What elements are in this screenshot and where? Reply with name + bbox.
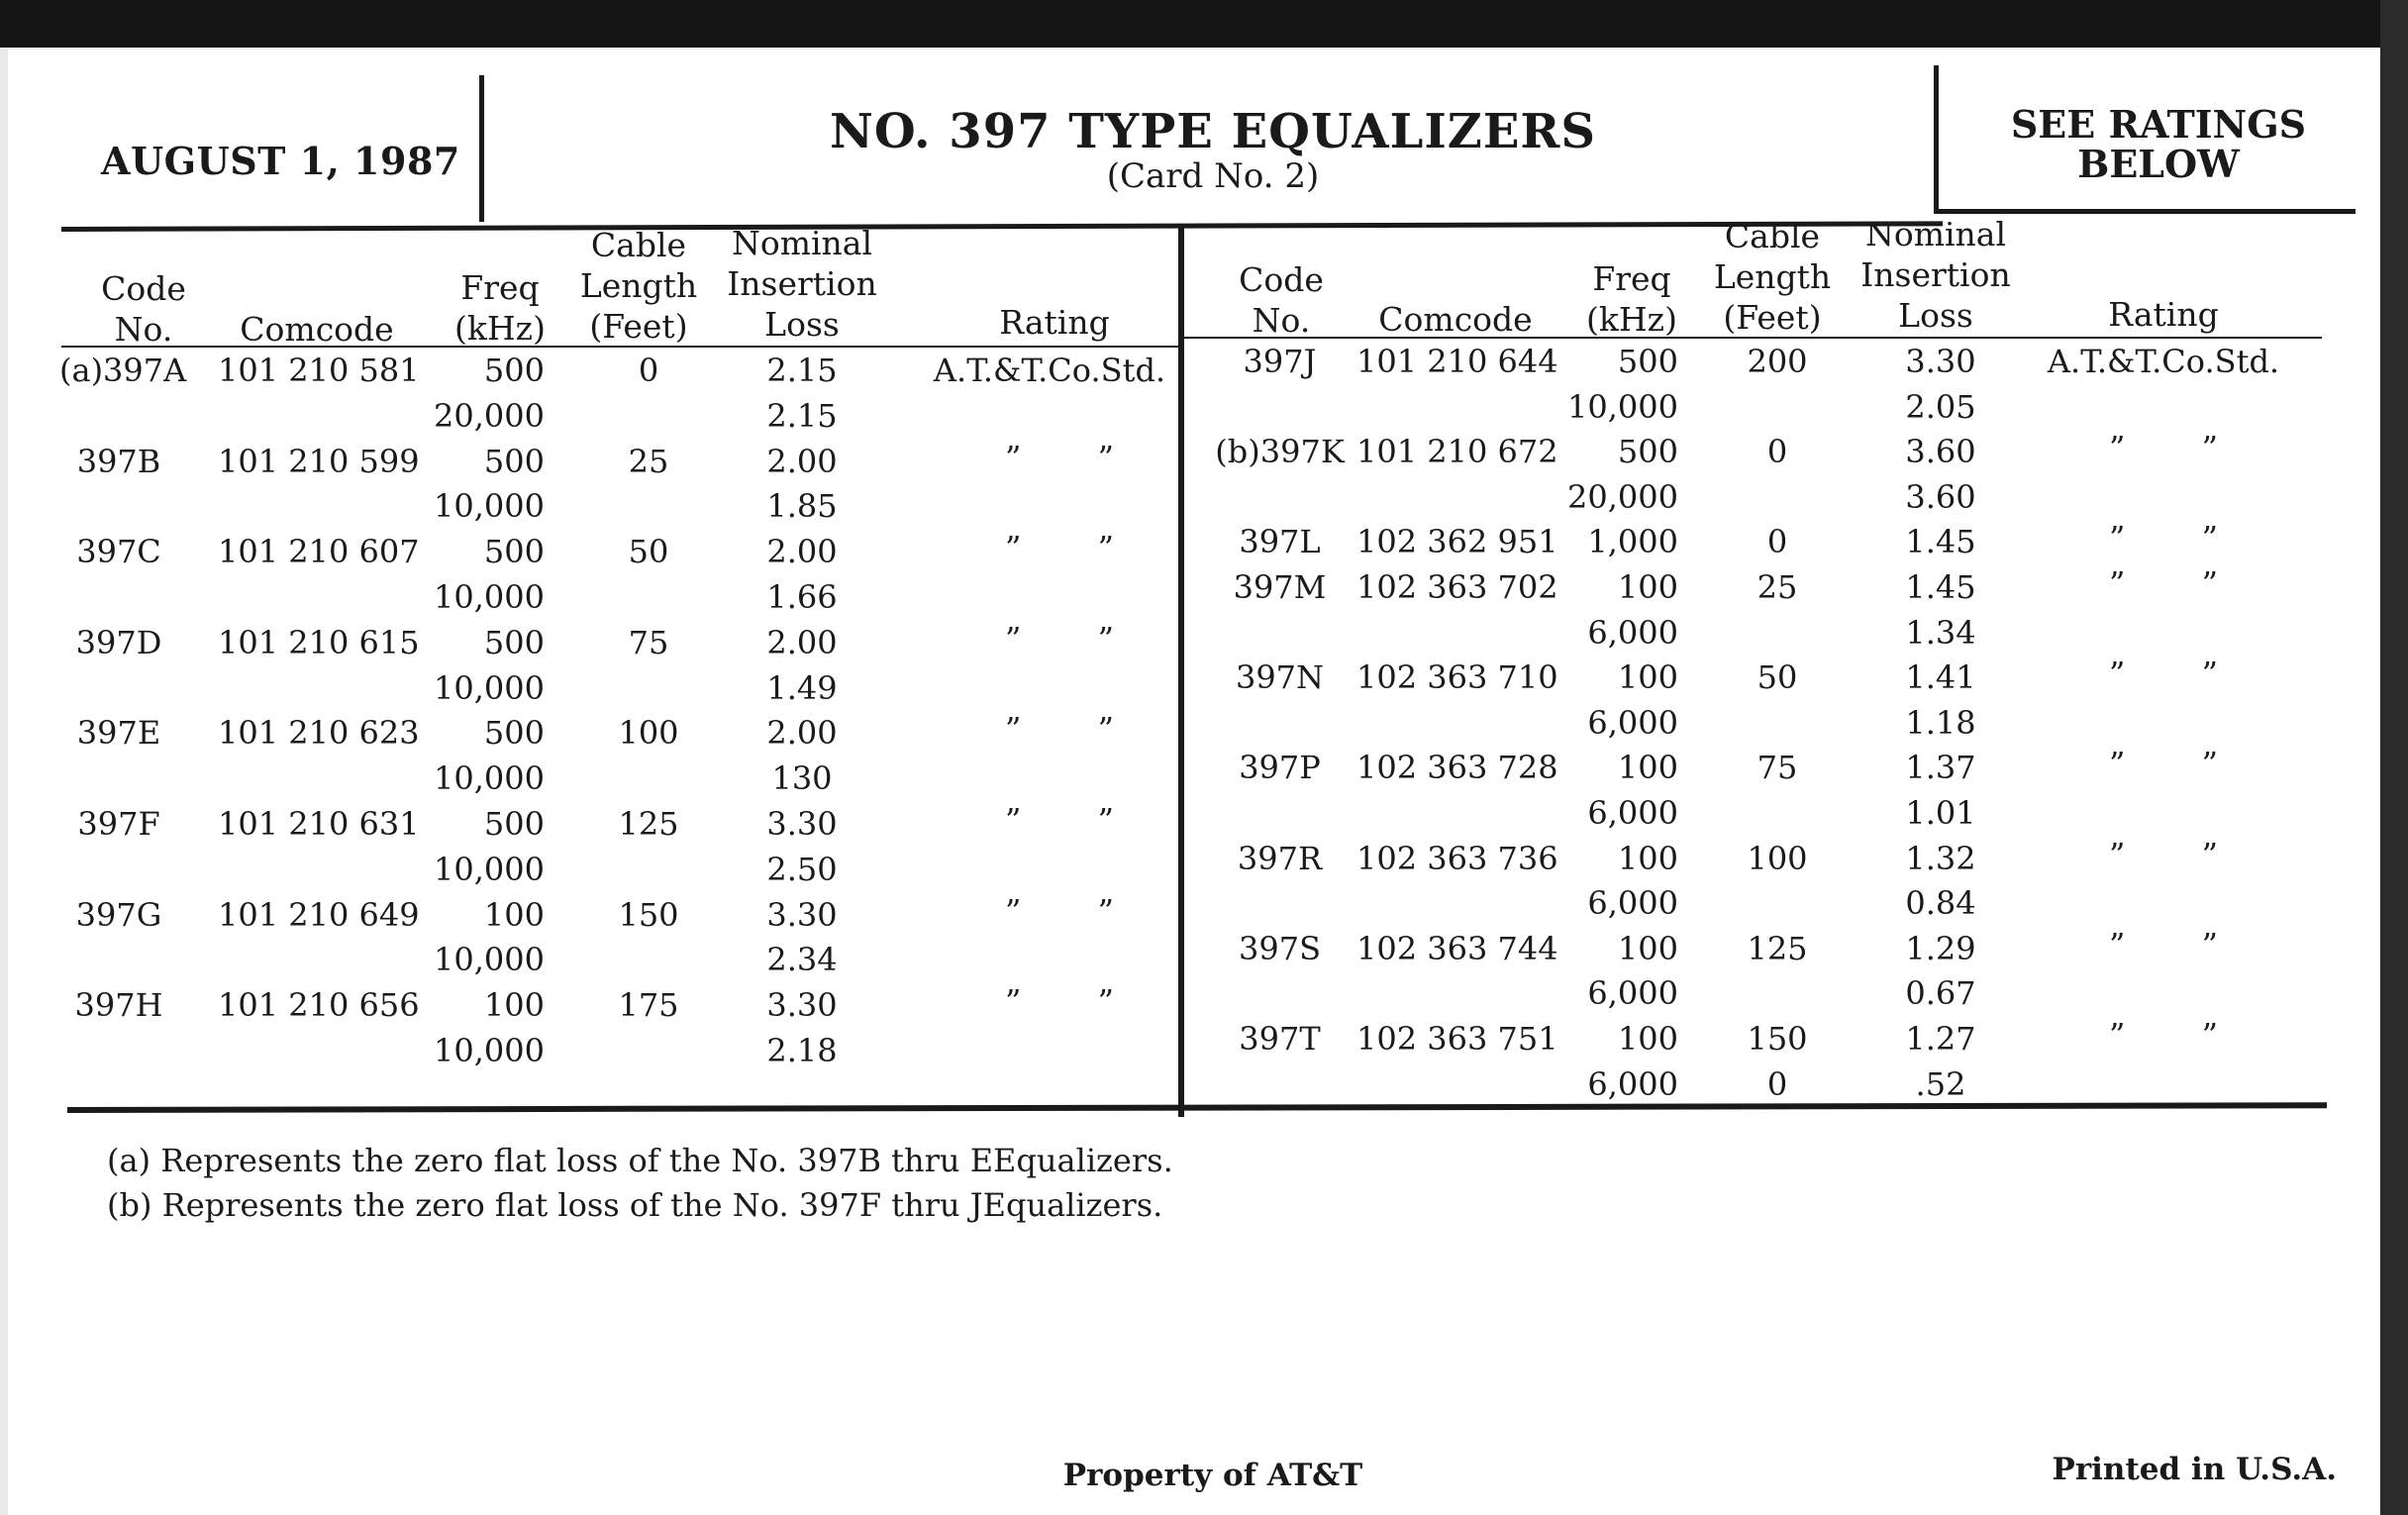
head-code-line1: Code (1239, 260, 1324, 299)
cell-cable: 125 (1747, 929, 1808, 967)
ditto-mark (1005, 981, 1114, 1021)
left-head-rating (980, 302, 1129, 343)
see-ratings-note (1941, 102, 2376, 186)
ditto-mark (1005, 891, 1114, 931)
cell-loss: 130 (771, 759, 833, 798)
cell-code: 397F (77, 805, 160, 843)
cell-freq: 20,000 (1567, 477, 1678, 516)
cell-cable: 0 (1766, 1064, 1788, 1103)
cell-freq: 20,000 (434, 396, 545, 435)
cell-comcode: 102 363 744 (1356, 929, 1558, 967)
cell-cable: 0 (1766, 523, 1788, 561)
cell-loss: 1.85 (766, 487, 838, 526)
cell-loss: 1.66 (766, 578, 838, 616)
ditto-glyph: ” (2109, 564, 2126, 602)
cell-code: 397E (76, 714, 161, 753)
cell-cable: 25 (628, 442, 669, 480)
cell-freq: 100 (1617, 568, 1678, 606)
head-loss-line3: Loss (764, 305, 840, 344)
cell-freq: 6,000 (1587, 884, 1678, 923)
right-head-freq (1582, 258, 1681, 340)
left-head-freq (451, 267, 550, 349)
cell-loss: .52 (1915, 1064, 1966, 1103)
cell-freq: 500 (483, 623, 545, 661)
head-code-line2: No. (1252, 301, 1311, 340)
cell-loss: 0.67 (1905, 974, 1976, 1013)
cell-loss: 1.29 (1905, 929, 1976, 967)
cell-cable: 175 (618, 986, 679, 1025)
see-ratings-line2: BELOW (2077, 142, 2240, 186)
cell-cable: 0 (638, 352, 659, 389)
cell-comcode: 102 363 736 (1356, 839, 1558, 877)
ditto-mark (1005, 800, 1114, 840)
cell-comcode: 101 210 644 (1356, 343, 1558, 380)
head-cable-line1: Cable (1724, 217, 1821, 255)
card-title: NO. 397 TYPE EQUALIZERS (830, 104, 1596, 159)
cell-cable: 50 (1756, 658, 1798, 697)
head-comcode-line1: Comcode (1378, 300, 1533, 339)
cell-freq: 10,000 (434, 578, 545, 616)
cell-freq: 500 (483, 442, 545, 480)
ditto-glyph: ” (2201, 655, 2218, 693)
cell-freq: 10,000 (434, 850, 545, 888)
cell-comcode: 101 210 607 (218, 533, 420, 571)
cell-cable: 100 (618, 714, 679, 753)
cell-freq: 1,000 (1587, 523, 1678, 561)
cell-loss: 1.45 (1905, 523, 1976, 561)
ditto-mark (2109, 1015, 2218, 1055)
cell-cable: 75 (1756, 749, 1798, 787)
cell-freq: 10,000 (434, 1032, 545, 1069)
cell-comcode: 102 362 951 (1356, 523, 1558, 561)
cell-comcode: 101 210 631 (218, 805, 420, 843)
cell-code: 397S (1239, 929, 1321, 967)
ditto-glyph: ” (2109, 745, 2126, 783)
cell-code: 397J (1243, 343, 1317, 380)
printed-note: Printed in U.S.A. (2052, 1452, 2337, 1487)
cell-comcode: 102 363 728 (1356, 749, 1558, 787)
cell-loss: 2.15 (766, 352, 838, 389)
cell-loss: 2.05 (1905, 387, 1976, 426)
header-divider-right (1934, 65, 1939, 214)
cell-loss: 2.18 (766, 1032, 838, 1069)
cell-freq: 100 (483, 895, 545, 934)
cell-code: 397N (1235, 658, 1325, 697)
cell-loss: 3.30 (766, 895, 838, 934)
cell-code: 397B (76, 442, 161, 480)
ditto-glyph: ” (2201, 925, 2218, 963)
ditto-mark (2109, 654, 2218, 693)
ditto-glyph: ” (1097, 438, 1114, 476)
ditto-glyph: ” (1097, 891, 1114, 930)
cell-loss: 1.27 (1905, 1020, 1976, 1058)
cell-code: 397H (74, 986, 163, 1025)
ditto-mark (2109, 925, 2218, 964)
cell-code: 397G (75, 895, 162, 934)
head-rating-line1: Rating (999, 303, 1110, 342)
cell-loss: 2.00 (766, 442, 838, 480)
cell-loss: 3.60 (1905, 477, 1976, 516)
ditto-glyph: ” (1005, 529, 1022, 567)
ditto-mark (1005, 528, 1114, 567)
head-cable-line3: (Feet) (589, 307, 688, 346)
cell-comcode: 101 210 623 (218, 714, 420, 753)
cell-loss: 1.32 (1905, 839, 1976, 877)
ditto-mark (1005, 709, 1114, 749)
cell-comcode: 102 363 702 (1356, 568, 1558, 606)
ditto-glyph: ” (2109, 1016, 2126, 1054)
table-center-divider (1178, 224, 1184, 1117)
cell-freq: 500 (483, 533, 545, 571)
ditto-mark (2109, 428, 2218, 467)
cell-cable: 150 (618, 895, 679, 934)
cell-comcode: 101 210 672 (1356, 433, 1558, 471)
cell-loss: 2.00 (766, 714, 838, 753)
ditto-glyph: ” (2109, 655, 2126, 693)
cell-loss: 0.84 (1905, 884, 1976, 923)
cell-loss: 2.15 (766, 396, 838, 435)
cell-loss: 3.30 (1905, 343, 1976, 380)
ditto-glyph: ” (1005, 619, 1022, 657)
ditto-glyph: ” (2201, 564, 2218, 602)
cell-comcode: 101 210 581 (218, 352, 420, 389)
cell-freq: 6,000 (1587, 794, 1678, 832)
head-loss-line2: Insertion (727, 264, 877, 303)
right-head-comcode (1376, 299, 1535, 340)
cell-code: 397T (1239, 1020, 1321, 1058)
right-head-cable (1713, 216, 1832, 338)
cell-loss: 2.00 (766, 533, 838, 571)
cell-freq: 100 (1617, 1020, 1678, 1058)
ditto-glyph: ” (1005, 891, 1022, 930)
ditto-glyph: ” (1097, 982, 1114, 1021)
head-cable-line2: Length (579, 266, 698, 305)
ditto-glyph: ” (1097, 801, 1114, 839)
ditto-glyph: ” (2109, 925, 2126, 963)
ditto-glyph: ” (2201, 745, 2218, 783)
cell-comcode: 102 363 710 (1356, 658, 1558, 697)
ditto-glyph: ” (1005, 438, 1022, 476)
cell-loss: 1.01 (1905, 794, 1976, 832)
ditto-glyph: ” (1097, 529, 1114, 567)
right-head-code (1232, 259, 1331, 341)
cell-code: (a)397A (59, 352, 187, 389)
ditto-glyph: ” (2201, 429, 2218, 467)
head-comcode-line1: Comcode (240, 310, 394, 349)
head-freq-line2: (kHz) (454, 309, 546, 348)
header-divider-left (479, 75, 484, 222)
cell-freq: 10,000 (434, 487, 545, 526)
cell-code: 397D (75, 623, 162, 661)
head-cable-line3: (Feet) (1723, 298, 1822, 337)
head-rating-line1: Rating (2108, 295, 2219, 334)
cell-loss: 2.50 (766, 850, 838, 888)
left-head-comcode (238, 309, 396, 350)
ditto-mark (2109, 518, 2218, 557)
cell-loss: 1.37 (1905, 749, 1976, 787)
footnote-a: (a) Represents the zero flat loss of the No. 397B thru EEqualizers. (107, 1142, 1173, 1179)
cell-loss: 1.41 (1905, 658, 1976, 697)
card-date: AUGUST 1, 1987 (101, 139, 460, 183)
cell-cable: 25 (1756, 568, 1798, 606)
cell-freq: 6,000 (1587, 974, 1678, 1013)
cell-cable: 50 (628, 533, 669, 571)
right-head-rating (2089, 294, 2238, 335)
cell-cable: 75 (628, 623, 669, 661)
ditto-glyph: ” (2201, 1016, 2218, 1054)
cell-code: 397R (1237, 839, 1323, 877)
cell-loss: 1.49 (766, 668, 838, 707)
head-freq-line1: Freq (1592, 259, 1671, 298)
cell-loss: 3.30 (766, 986, 838, 1025)
see-ratings-line1: SEE RATINGS (2010, 102, 2307, 147)
cell-freq: 500 (483, 805, 545, 843)
cell-cable: 200 (1747, 343, 1808, 380)
head-loss-line3: Loss (1898, 296, 1973, 335)
cell-code: 397P (1239, 749, 1321, 787)
scan-right-edge (2380, 0, 2408, 1515)
head-cable-line1: Cable (590, 226, 687, 264)
head-code-line1: Code (101, 269, 186, 308)
ditto-glyph: ” (2109, 519, 2126, 557)
left-head-cable (579, 225, 698, 347)
cell-comcode: 102 363 751 (1356, 1020, 1558, 1058)
cell-cable: 125 (618, 805, 679, 843)
ditto-glyph: ” (2109, 429, 2126, 467)
cell-code: 397L (1239, 523, 1321, 561)
ditto-glyph: ” (2109, 835, 2126, 873)
card-subtitle: (Card No. 2) (1106, 156, 1320, 196)
footnote-b: (b) Represents the zero flat loss of the No. 397F thru JEqualizers. (107, 1186, 1163, 1224)
cell-freq: 500 (483, 714, 545, 753)
cell-freq: 10,000 (434, 941, 545, 979)
cell-cable: 150 (1747, 1020, 1808, 1058)
head-loss-line1: Nominal (731, 224, 873, 262)
cell-freq: 100 (1617, 749, 1678, 787)
cell-freq: 500 (1617, 343, 1678, 380)
head-cable-line2: Length (1713, 257, 1832, 296)
ditto-glyph: ” (1005, 982, 1022, 1021)
cell-freq: 10,000 (1567, 387, 1678, 426)
cell-comcode: 101 210 615 (218, 623, 420, 661)
ditto-mark (2109, 835, 2218, 874)
scan-top-edge (0, 0, 2408, 48)
cell-freq: 6,000 (1587, 1064, 1678, 1103)
cell-code: 397C (76, 533, 161, 571)
ditto-glyph: ” (2201, 835, 2218, 873)
ditto-mark (2109, 563, 2218, 603)
cell-rating: A.T.&T.Co.Std. (933, 352, 1166, 389)
ditto-glyph: ” (2201, 519, 2218, 557)
cell-code: 397M (1233, 568, 1327, 606)
right-head-loss (1856, 214, 2015, 336)
cell-loss: 3.60 (1905, 433, 1976, 471)
cell-loss: 2.34 (766, 941, 838, 979)
cell-loss: 1.34 (1905, 613, 1976, 652)
left-head-code (94, 268, 193, 350)
cell-freq: 100 (1617, 658, 1678, 697)
ditto-mark (1005, 438, 1114, 477)
ditto-mark (1005, 619, 1114, 658)
cell-comcode: 101 210 656 (218, 986, 420, 1025)
ditto-glyph: ” (1005, 801, 1022, 839)
cell-freq: 10,000 (434, 668, 545, 707)
cell-comcode: 101 210 599 (218, 442, 420, 480)
cell-rating: A.T.&T.Co.Std. (2047, 343, 2280, 380)
cell-freq: 100 (483, 986, 545, 1025)
ditto-mark (2109, 744, 2218, 783)
cell-comcode: 101 210 649 (218, 895, 420, 934)
cell-freq: 500 (1617, 433, 1678, 471)
cell-freq: 6,000 (1587, 703, 1678, 742)
head-loss-line2: Insertion (1860, 255, 2011, 294)
ditto-glyph: ” (1097, 619, 1114, 657)
cell-loss: 2.00 (766, 623, 838, 661)
ditto-glyph: ” (1097, 710, 1114, 749)
ditto-glyph: ” (1005, 710, 1022, 749)
head-loss-line1: Nominal (1864, 215, 2007, 253)
cell-loss: 3.30 (766, 805, 838, 843)
cell-code: (b)397K (1215, 433, 1345, 471)
cell-freq: 100 (1617, 839, 1678, 877)
cell-loss: 1.18 (1905, 703, 1976, 742)
cell-freq: 100 (1617, 929, 1678, 967)
cell-freq: 10,000 (434, 759, 545, 798)
property-note: Property of AT&T (1062, 1458, 1363, 1493)
cell-freq: 500 (483, 352, 545, 389)
head-code-line2: No. (114, 310, 173, 349)
cell-freq: 6,000 (1587, 613, 1678, 652)
head-freq-line1: Freq (460, 268, 540, 307)
cell-loss: 1.45 (1905, 568, 1976, 606)
left-head-loss (723, 223, 881, 345)
cell-cable: 100 (1747, 839, 1808, 877)
head-freq-line2: (kHz) (1586, 300, 1677, 339)
cell-cable: 0 (1766, 433, 1788, 471)
